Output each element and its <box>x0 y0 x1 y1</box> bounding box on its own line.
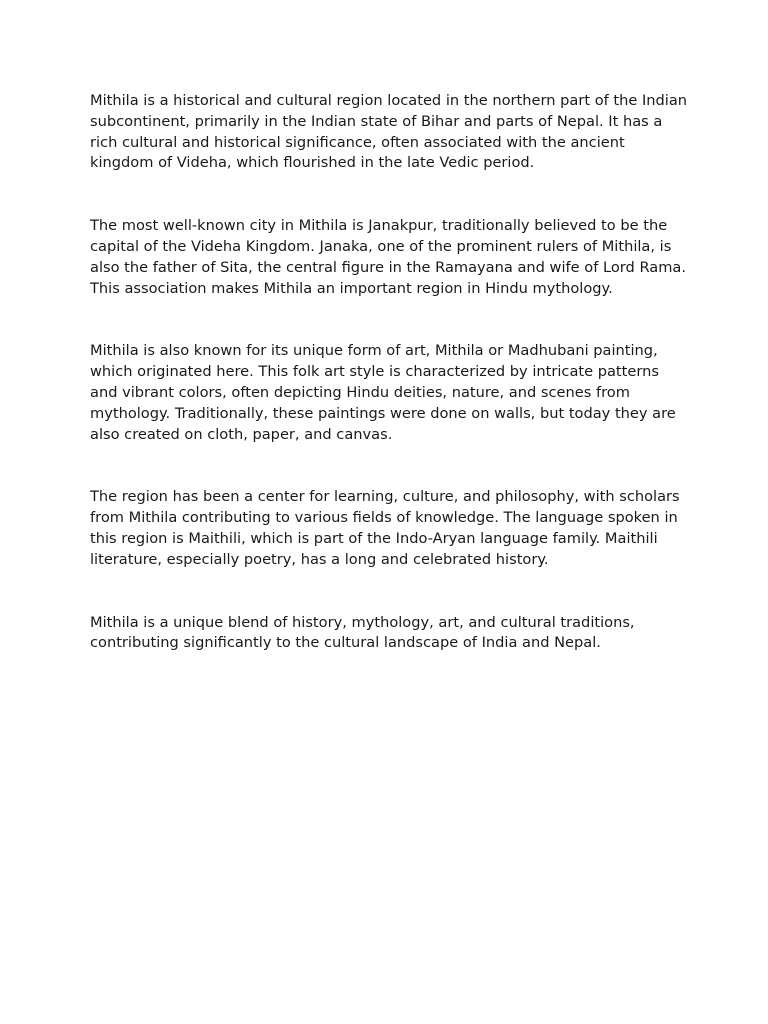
paragraph-learning-language: The region has been a center for learning, culture, and philosophy, with scholars from Mithila contributing to various fields of knowledge. The language spoken in this region is Maithili, which is part of the Indo-Aryan language family. Maithili literature, especially poetry, has a long and celebrated history. <box>90 488 680 568</box>
paragraph-intro: Mithila is a historical and cultural region located in the northern part of the Indian subcontinent, primarily in the Indian state of Bihar and parts of Nepal. It has a rich cultural and historical significance, often associated with the ancient kingdom of Videha, which flourished in the late Vedic period. <box>90 92 688 172</box>
paragraph-janakpur: The most well-known city in Mithila is Janakpur, traditionally believed to be the capital of the Videha Kingdom. Janaka, one of the prominent rulers of Mithila, is also the father of Sita, the central figure in the Ramayana and wife of Lord Rama. This association makes Mithila an important region in Hindu mythology. <box>90 217 687 297</box>
document-body <box>90 91 690 654</box>
paragraph-conclusion: Mithila is a unique blend of history, mythology, art, and cultural traditions, contributing significantly to the cultural landscape of India and Nepal. <box>90 613 635 652</box>
paragraph-madhubani-art: Mithila is also known for its unique form of art, Mithila or Madhubani painting, which originated here. This folk art style is characterized by intricate patterns and vibrant colors, often depicting Hindu deities, nature, and scenes from mythology. Traditionally, these paintings were done on walls, but today they are also created on cloth, paper, and canvas. <box>90 342 676 443</box>
